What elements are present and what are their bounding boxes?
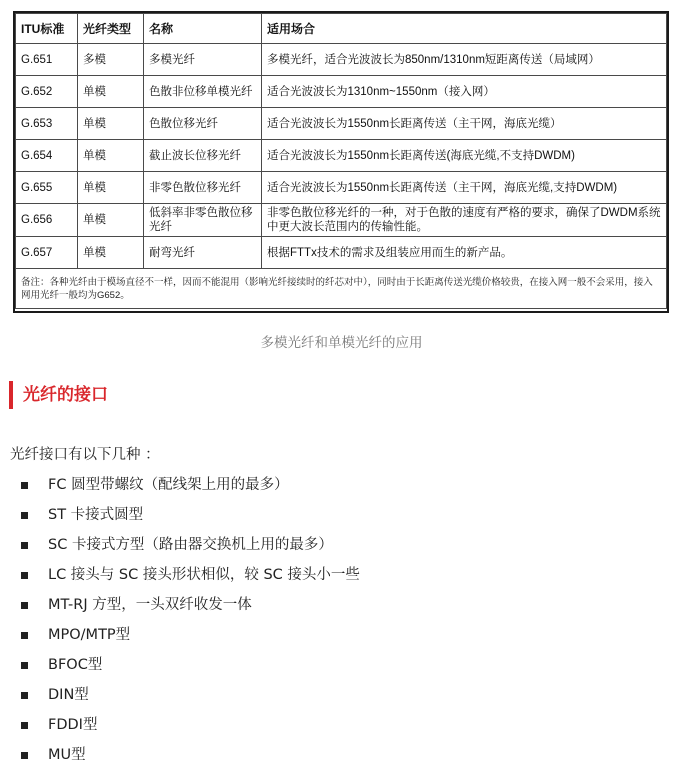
list-item [0, 740, 360, 770]
list-item-text: MT-RJ 方型，一头双纤收发一体 [48, 597, 252, 613]
table-note: 备注：各种光纤由于模场直径不一样，因而不能混用（影响光纤接续时的纤芯对中），同时由于长距离传送光缆价格较贵，在接入网一般不会采用，接入网用光纤一般均为G652。 [16, 269, 667, 309]
bullet-icon [21, 692, 28, 699]
list-item-text: SC 卡接式方型（路由器交换机上用的最多） [48, 537, 333, 553]
table-header-row [16, 14, 667, 44]
cell-fiber-type: 单模 [78, 140, 144, 172]
cell-name: 耐弯光纤 [144, 237, 262, 269]
bullet-icon [21, 602, 28, 609]
cell-application: 适合光波波长为1310nm~1550nm（接入网） [262, 76, 667, 108]
cell-application: 多模光纤，适合光波波长为850nm/1310nm短距离传送（局域网） [262, 44, 667, 76]
cell-fiber-type: 单模 [78, 76, 144, 108]
cell-fiber-type: 单模 [78, 237, 144, 269]
header-application: 适用场合 [262, 14, 667, 44]
cell-application: 适合光波波长为1550nm长距离传送（主干网，海底光缆,支持DWDM) [262, 172, 667, 204]
cell-fiber-type: 单模 [78, 204, 144, 237]
cell-standard: G.652 [16, 76, 78, 108]
interface-list [0, 470, 360, 770]
cell-name: 截止波长位移光纤 [144, 140, 262, 172]
table-note-row [16, 269, 667, 309]
list-item-text: FDDI型 [48, 717, 98, 733]
cell-fiber-type: 多模 [78, 44, 144, 76]
bullet-icon [21, 662, 28, 669]
bullet-icon [21, 752, 28, 759]
list-item [0, 530, 360, 560]
itu-fiber-table-image [13, 11, 669, 313]
table-row [16, 108, 667, 140]
header-itu-standard: ITU标准 [16, 14, 78, 44]
cell-standard: G.655 [16, 172, 78, 204]
cell-standard: G.656 [16, 204, 78, 237]
cell-application: 非零色散位移光纤的一种，对于色散的速度有严格的要求，确保了DWDM系统中更大波长范围内的传输性能。 [262, 204, 667, 237]
figure-caption: 多模光纤和单模光纤的应用 [260, 335, 423, 351]
itu-fiber-table [15, 13, 667, 309]
cell-standard: G.657 [16, 237, 78, 269]
list-item [0, 710, 360, 740]
cell-name: 色散位移光纤 [144, 108, 262, 140]
cell-name: 色散非位移单模光纤 [144, 76, 262, 108]
header-name: 名称 [144, 14, 262, 44]
list-item-text: MPO/MTP型 [48, 627, 131, 643]
bullet-icon [21, 512, 28, 519]
header-fiber-type: 光纤类型 [78, 14, 144, 44]
list-item-text: ST 卡接式圆型 [48, 507, 144, 523]
cell-name: 多模光纤 [144, 44, 262, 76]
list-item [0, 680, 360, 710]
table-row [16, 44, 667, 76]
list-item-text: BFOC型 [48, 657, 103, 673]
list-item [0, 590, 360, 620]
list-item [0, 500, 360, 530]
list-item [0, 470, 360, 500]
cell-application: 适合光波波长为1550nm长距离传送（主干网，海底光缆） [262, 108, 667, 140]
bullet-icon [21, 572, 28, 579]
section-heading: 光纤的接口 [9, 381, 108, 409]
cell-name: 非零色散位移光纤 [144, 172, 262, 204]
cell-name: 低斜率非零色散位移光纤 [144, 204, 262, 237]
cell-standard: G.651 [16, 44, 78, 76]
bullet-icon [21, 722, 28, 729]
cell-fiber-type: 单模 [78, 108, 144, 140]
list-item [0, 650, 360, 680]
list-item-text: MU型 [48, 747, 86, 763]
intro-text: 光纤接口有以下几种 ： [10, 447, 160, 463]
cell-standard: G.654 [16, 140, 78, 172]
table-row [16, 76, 667, 108]
cell-fiber-type: 单模 [78, 172, 144, 204]
list-item-text: DIN型 [48, 687, 89, 703]
list-item [0, 560, 360, 590]
table-row [16, 204, 667, 237]
list-item-text: LC 接头与 SC 接头形状相似，较 SC 接头小一些 [48, 567, 360, 583]
list-item [0, 620, 360, 650]
bullet-icon [21, 632, 28, 639]
cell-standard: G.653 [16, 108, 78, 140]
list-item-text: FC 圆型带螺纹（配线架上用的最多） [48, 477, 289, 493]
bullet-icon [21, 482, 28, 489]
bullet-icon [21, 542, 28, 549]
table-row [16, 140, 667, 172]
table-row [16, 172, 667, 204]
cell-application: 根据FTTx技术的需求及组装应用而生的新产品。 [262, 237, 667, 269]
cell-application: 适合光波波长为1550nm长距离传送(海底光缆,不支持DWDM) [262, 140, 667, 172]
table-row [16, 237, 667, 269]
